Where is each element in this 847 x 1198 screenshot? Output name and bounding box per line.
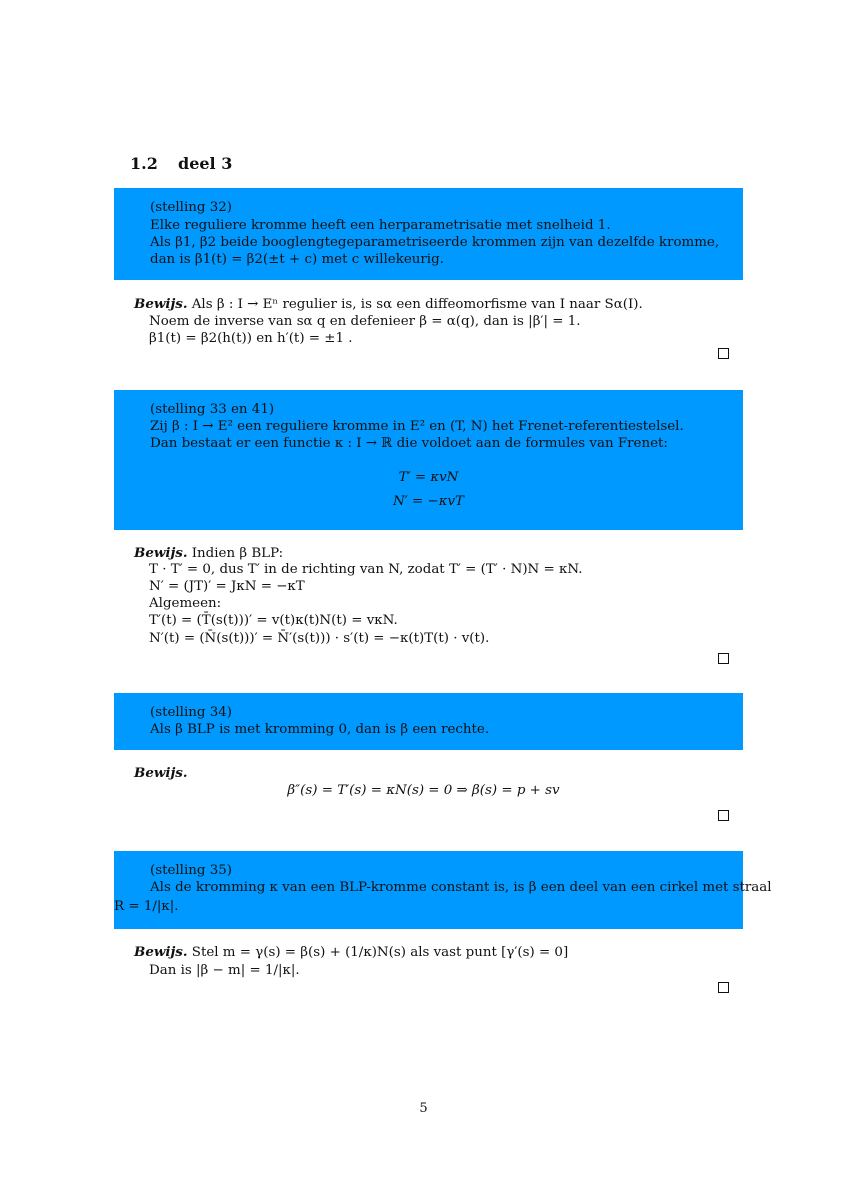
theorem-line: Als de kromming κ van een BLP-kromme constant is, is β een deel van een cirkel met straal: [150, 880, 772, 895]
theorem-box: [114, 188, 743, 280]
theorem-label: (stelling 34): [150, 705, 232, 720]
theorem-label: (stelling 33 en 41): [150, 402, 275, 417]
theorem-line: Dan bestaat er een functie κ : I → ℝ die voldoet aan de formules van Frenet:: [150, 436, 668, 451]
section-heading: [130, 154, 232, 173]
qed-square-icon: [718, 653, 729, 664]
qed-square-icon: [718, 810, 729, 821]
theorem-label: (stelling 35): [150, 863, 232, 878]
proof-first-line: [134, 944, 568, 961]
proof-first-line: [134, 545, 283, 562]
theorem-label: (stelling 32): [150, 200, 232, 215]
theorem-line: Als β BLP is met kromming 0, dan is β een rechte.: [150, 722, 490, 737]
proof-line: Noem de inverse van sα q en defenieer β = α(q), dan is |β′| = 1.: [149, 314, 581, 329]
page-number: 5: [419, 1101, 428, 1116]
proof-line: T · T′ = 0, dus T′ in de richting van N, zodat T′ = (T′ · N)N = κN.: [149, 562, 583, 577]
proof-text: Als β : I → Eⁿ regulier is, is sα een diffeomorfisme van I naar Sα(I).: [191, 297, 643, 312]
formula: T′ = κvN: [398, 470, 459, 485]
section-title: deel 3: [178, 154, 233, 173]
section-number: 1.2: [130, 154, 158, 173]
proof-text: Stel m = γ(s) = β(s) + (1/κ)N(s) als vast punt [γ′(s) = 0]: [191, 945, 569, 960]
proof-label: Bewijs.: [134, 765, 188, 781]
proof-line: T′(t) = (T̄(s(t)))′ = v(t)κ(t)N(t) = vκN.: [149, 613, 398, 628]
proof-text: Indien β BLP:: [191, 546, 284, 561]
theorem-box: [114, 693, 743, 750]
proof-line: N′(t) = (N̄(s(t)))′ = N̄′(s(t))) · s′(t) = −κ(t)T(t) · v(t).: [149, 631, 490, 646]
qed-square-icon: [718, 348, 729, 359]
formula: β″(s) = T′(s) = κN(s) = 0 ⇒ β(s) = p + sv: [287, 783, 560, 798]
qed-square-icon: [718, 982, 729, 993]
theorem-line: R = 1/|κ|.: [114, 899, 179, 914]
formula: N′ = −κvT: [393, 494, 464, 509]
proof-label: Bewijs.: [134, 545, 188, 561]
theorem-box: [114, 851, 772, 929]
proof-line: β1(t) = β2(h(t)) en h′(t) = ±1 .: [149, 331, 353, 346]
theorem-line: Als β1, β2 beide booglengtegeparametriseerde krommen zijn van dezelfde kromme,: [150, 235, 720, 250]
proof-line: Algemeen:: [149, 596, 222, 611]
proof-first-line: [134, 765, 188, 782]
theorem-box: [114, 390, 743, 530]
proof-line: N′ = (JT)′ = JκN = −κT: [149, 579, 305, 594]
proof-label: Bewijs.: [134, 944, 188, 960]
theorem-line: dan is β1(t) = β2(±t + c) met c willekeurig.: [150, 252, 444, 267]
theorem-line: Elke reguliere kromme heeft een herparametrisatie met snelheid 1.: [150, 218, 611, 233]
proof-line: Dan is |β − m| = 1/|κ|.: [149, 963, 300, 978]
proof-label: Bewijs.: [134, 296, 188, 312]
proof-first-line: [134, 296, 643, 313]
theorem-line: Zij β : I → E² een reguliere kromme in E² en (T, N) het Frenet-referentiestelsel.: [150, 419, 684, 434]
